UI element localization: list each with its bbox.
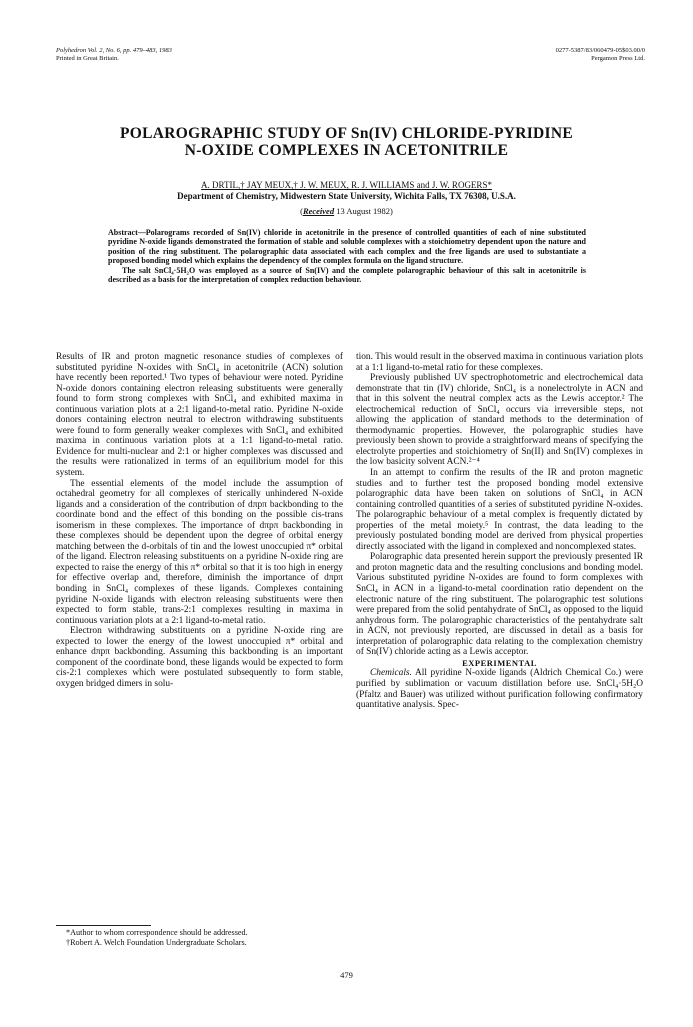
paper-title-line1: POLAROGRAPHIC STUDY OF Sn(IV) CHLORIDE-PYRIDINE <box>119 125 573 142</box>
body-paragraph: In an attempt to confirm the results of the IR and proton magnetic studies and to further test the proposed bonding model extensive polarographic data have been taken on solutions of SnCl₄ in ACN containing controlled quantities of a series of substituted pyridine N-oxides. The polarographic behaviour of a metal complex is frequently dictated by properties of the metal moiety.⁵ In contrast, the data leading to the previously postulated bonding model are derived from physical properties directly associated with the ligand in complexed and noncomplexed states. <box>356 468 643 552</box>
body-paragraph: Previously published UV spectrophotometric and electrochemical data demonstrate that tin (IV) chloride, SnCl₄ is a nonelectrolyte in ACN and that in this solvent the neutral complex acts as the Lewis acceptor.² The electrochemical reduction of SnCl₄ occurs via irreversible steps, not allowing the application of standard methods to the determination of thermodynamic properties. However, the polarographic studies have previously been shown to provide a straightforward means of specifying the electrolyte properties and stoichiometry of Sn(II) and Sn(IV) complexes in the low basicity solvent ACN.²⁻⁴ <box>356 373 643 468</box>
abstract <box>108 228 586 284</box>
body-paragraph <box>356 668 643 710</box>
body-paragraph: Results of IR and proton magnetic resonance studies of complexes of substituted pyridine N-oxides with SnCl₄ in acetonitrile (ACN) solution have recently been reported.¹ Two types of behaviour were noted. Pyridine N-oxide donors containing electron releasing substituents were generally found to form strong complexes with SnCl₄ and exhibited maxima in continuous variation plots at a 2:1 ligand-to-metal ratio. Pyridine N-oxide donors containing electron neutral to electron withdrawing substituents were found to form generally weaker complexes with SnCl₄ and exhibited maxima in continuous variation plots at a 1:1 ligand-to-metal ratio. Evidence for multi-nuclear and 2:1 or higher complexes was discussed and the results were rationalized in terms of an equilibrium model for this system. <box>56 352 343 479</box>
received-label: Received <box>302 206 335 216</box>
journal-citation-line2: Printed in Great Britain. <box>56 55 119 62</box>
paper-title-line2: N-OXIDE COMPLEXES IN ACETONITRILE <box>184 142 509 159</box>
abstract-paragraph: Abstract—Polarograms recorded of Sn(IV) chloride in acetonitrile in the presence of controlled quantities of each of nine substituted pyridine N-oxide ligands demonstrated the formation of stable and soluble complexes with a stoichiometry dependent upon the nature and position of the ring substituent. The polarographic data associated with each complex and the free ligands are used to substantiate a proposed bonding model which explains the dependency of the complex formula on the ligand structure. <box>108 228 586 266</box>
body-paragraph: Electron withdrawing substituents on a pyridine N-oxide ring are expected to lower the energy of the lowest unoccupied π* orbital and enhance dπpπ backbonding. Assuming this backbonding is an important component of the coordinate bond, these ligands would be expected to form cis-2:1 complexes which were postulated subsequently to form stable, oxygen bridged dimers in solu- <box>56 626 343 689</box>
author-names: A. DRTIL,† JAY MEUX,† J. W. MEUX, R. J. WILLIAMS and J. W. ROGERS* <box>201 180 492 190</box>
received-date-text: 13 August 1982) <box>334 206 393 216</box>
received-open: ( <box>300 206 303 216</box>
body-paragraph: The essential elements of the model include the assumption of octahedral geometry for all complexes of sterically unhindered N-oxide ligands and a consideration of the contribution of dπpπ backbonding to the coordinate bond and the effect of this bonding on the possible cis-trans isomerism in these complexes. The importance of dπpπ backbonding in these complexes should be dependent upon the degree of orbital energy matching between the d-orbitals of tin and the lowest unoccupied π* orbital of the ligand. Electron releasing substituents on a pyridine N-oxide ring are expected to raise the energy of this π* orbital so that it is too high in energy for effective overlap and, therefore, diminish the importance of dπpπ bonding in SnCl₄ complexes of these ligands. Complexes containing pyridine N-oxide ligands with electron releasing substituents were then expected to form stable, trans-2:1 complexes resulting in maxima in continuous variation plots at a 2:1 ligand-to-metal ratio. <box>56 478 343 626</box>
footnote-corresponding-author: *Author to whom correspondence should be addressed. <box>66 928 248 937</box>
author-block <box>40 180 653 202</box>
left-column <box>56 352 343 690</box>
journal-code-line1: 0277-5387/83/060479-05$03.00/0 <box>555 47 645 54</box>
received-date <box>40 206 653 216</box>
author-affiliation: Department of Chemistry, Midwestern State University, Wichita Falls, TX 76308, U.S.A. <box>177 191 516 201</box>
paper-title <box>40 125 653 159</box>
right-column <box>356 352 643 711</box>
footnote-scholars: †Robert A. Welch Foundation Undergraduate Scholars. <box>66 937 247 947</box>
journal-citation-line1: Polyhedron Vol. 2, No. 6, pp. 479–483, 1983 <box>56 47 172 54</box>
footnote-divider <box>56 925 151 926</box>
section-heading-experimental: EXPERIMENTAL <box>462 657 537 668</box>
footnotes <box>56 928 343 947</box>
abstract-paragraph: The salt SnCl₄·5H₂O was employed as a source of Sn(IV) and the complete polarographic behaviour of this salt in acetonitrile is described as a basis for the interpretation of complex reduction behaviour. <box>108 265 586 285</box>
body-paragraph: Polarographic data presented herein support the previously presented IR and proton magnetic data and the resulting conclusions and bonding model. Various substituted pyridine N-oxides are found to form complexes with SnCl₄ in ACN in a ligand-to-metal coordination ratio dependent on the electronic nature of the ring substituent. The polarographic test solutions were prepared from the solid pentahydrate of SnCl₄ as opposed to the liquid anhydrous form. The polarographic characteristics of the pentahydrate salt in ACN, not previously reported, are discussed in detail as a basis for interpretation of polarographic data relating to the complexation chemistry of Sn(IV) chloride acting as a Lewis acceptor. <box>356 552 643 658</box>
journal-citation <box>56 47 172 63</box>
paragraph-body: All pyridine N-oxide ligands (Aldrich Chemical Co.) were purified by sublimation or vacuum distillation before use. SnCl₄·5H₂O (Pfaltz and Bauer) was utilized without purification following confirmatory quantitative analysis. Spec- <box>356 668 643 711</box>
paragraph-lead: Chemicals. <box>370 668 412 679</box>
page-number: 479 <box>340 970 353 980</box>
journal-code <box>556 47 645 63</box>
journal-code-line2: Pergamon Press Ltd. <box>591 55 645 62</box>
body-paragraph: tion. This would result in the observed maxima in continuous variation plots at a 1:1 ligand-to-metal ratio for these complexes. <box>356 352 643 373</box>
